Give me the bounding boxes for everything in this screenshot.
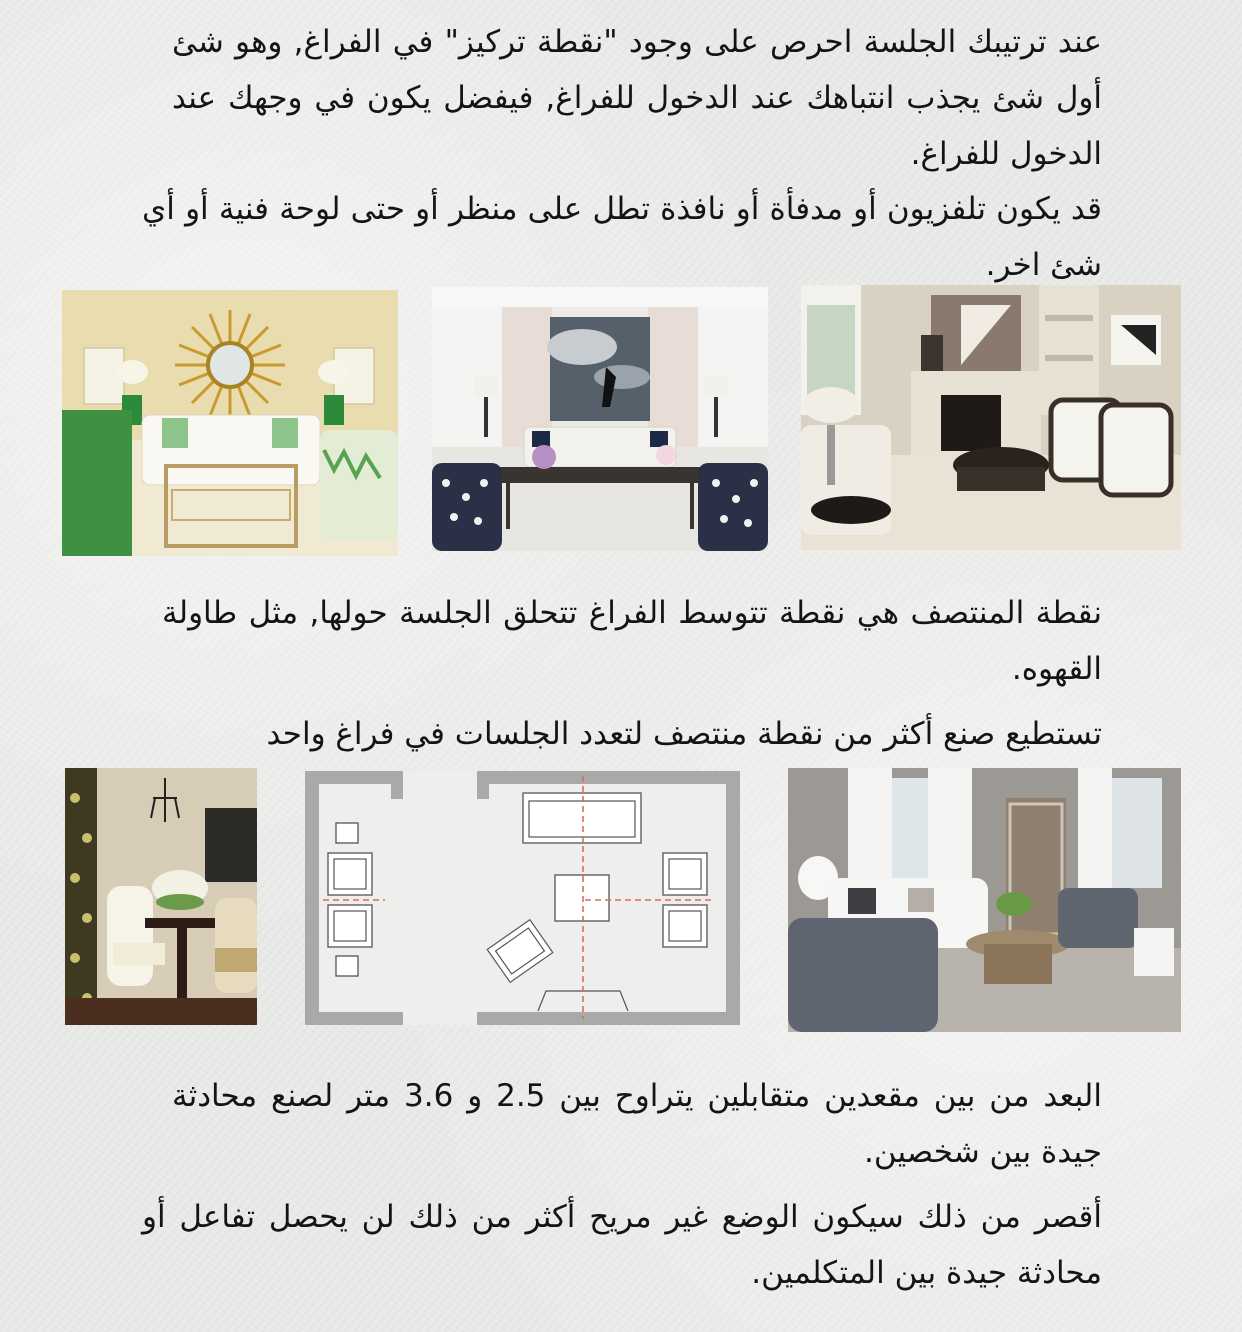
- photo-green-living-room: [62, 290, 398, 556]
- photo-corner-seating: [65, 768, 257, 1025]
- photo-fireplace-room: [801, 285, 1181, 550]
- paragraph-multiple-center-points: تستطيع صنع أكثر من نقطة منتصف لتعدد الجلسات في فراغ واحد: [266, 716, 1102, 752]
- paragraph-focal-point-intro: عند ترتيبك الجلسة احرص على وجود "نقطة تركيز" في الفراغ, وهو شئ أول شئ يجذب انتباهك عند الدخول للفراغ, فيفضل يكون في وجهك عند الدخول للفراغ.: [172, 24, 1102, 172]
- paragraph-seat-distance: البعد من بين مقعدين متقابلين يتراوح بين 2.5 و 3.6 متر لصنع محادثة جيدة بين شخصين.: [172, 1078, 1102, 1170]
- paragraph-center-point: نقطة المنتصف هي نقطة تتوسط الفراغ تتحلق الجلسة حولها, مثل طاولة القهوه.: [162, 595, 1102, 687]
- photo-living-room-painting: [432, 287, 768, 551]
- floor-plan-diagram: [305, 771, 740, 1025]
- paragraph-focal-point-examples: قد يكون تلفزيون أو مدفأة أو نافذة تطل على منظر أو حتى لوحة فنية أو أي شئ اخر.: [142, 191, 1102, 283]
- paragraph-distance-consequences: أقصر من ذلك سيكون الوضع غير مريح أكثر من ذلك لن يحصل تفاعل أو محادثة جيدة بين المتكلمين.: [142, 1199, 1102, 1291]
- photo-grey-living-room: [788, 768, 1181, 1032]
